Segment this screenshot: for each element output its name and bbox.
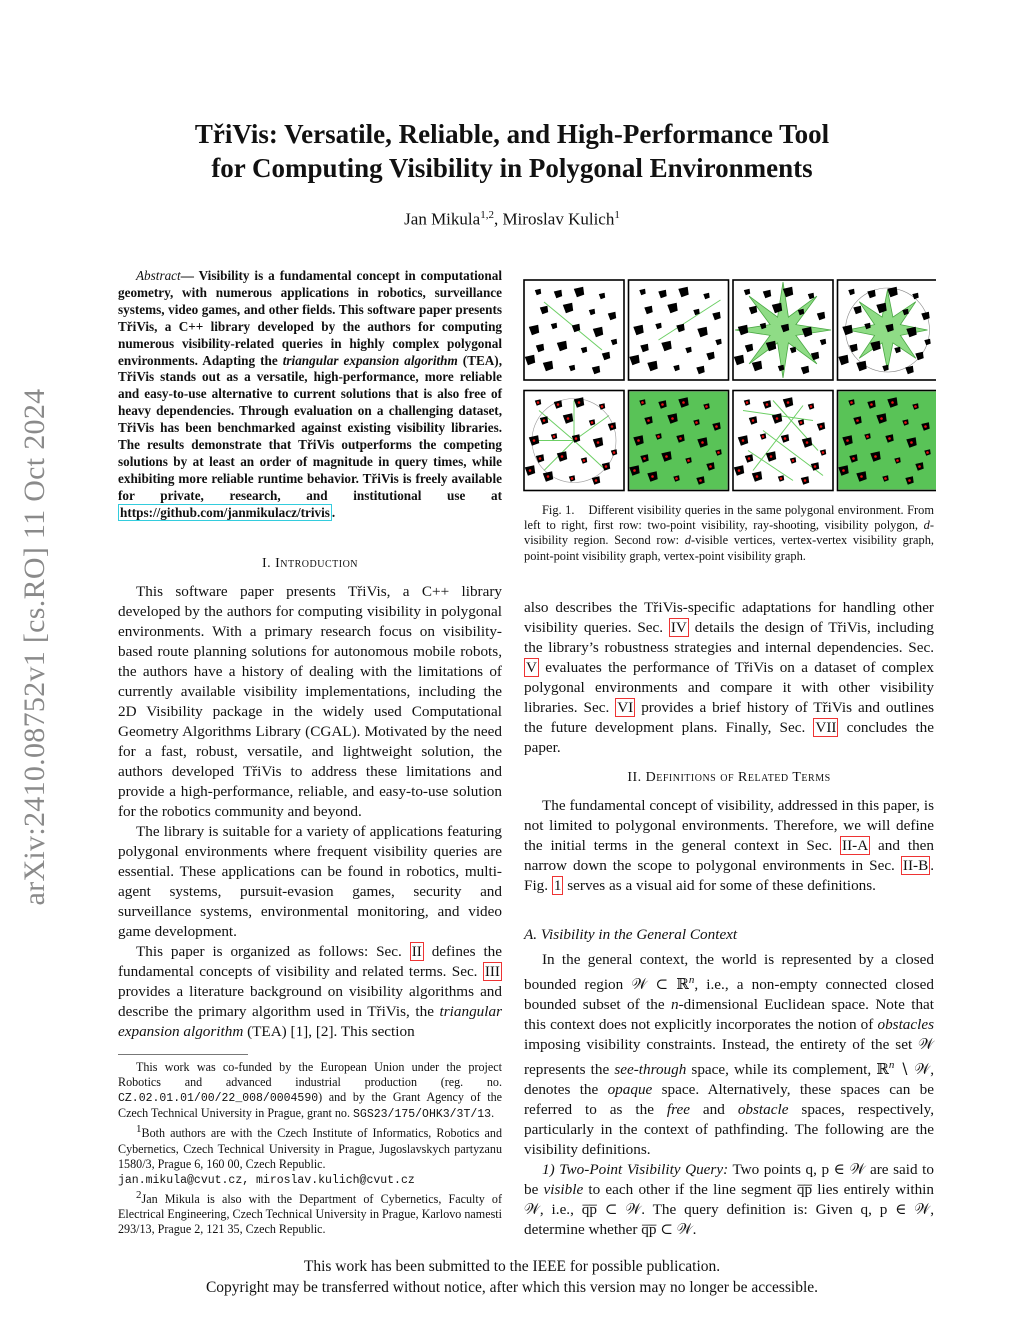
- vertex-marker: [583, 459, 586, 462]
- text: also describes the TřiVis-specific adaptations for handling other visibility queries. Sec.: [524, 599, 934, 636]
- vertex-marker: [553, 435, 556, 438]
- grant-code: CZ.02.01.01/00/22_008/0004590: [118, 1092, 319, 1106]
- vertex-marker: [567, 417, 570, 420]
- paper-title: [100, 117, 924, 185]
- text: -visible vertices, vertex-vertex visibility graph, point-point visibility graph, vertex-point visibility graph.: [524, 533, 934, 563]
- author-separator: ,: [493, 209, 503, 229]
- title-line-2: for Computing Visibility in Polygonal Environments: [211, 153, 813, 183]
- vertex-marker: [820, 425, 823, 428]
- text: ) and by the Grant Agency of the Czech Technical University in Prague, grant no.: [118, 1090, 502, 1121]
- vertex-marker: [561, 455, 564, 458]
- text: d: [684, 533, 691, 548]
- vertex-marker: [792, 459, 795, 462]
- vertex-marker: [908, 479, 911, 482]
- vertex-marker: [595, 479, 598, 482]
- text: triangular expansion algorithm: [118, 1003, 502, 1040]
- vertex-marker: [675, 477, 678, 480]
- vertex-marker: [661, 403, 664, 406]
- text: This work was co-funded by the European Union under the project Robotics and advanced industrial production (reg. no.: [118, 1060, 502, 1090]
- text: provides a literature background on visibility algorithms and describe the primary algorithm used in TřiVis, the: [118, 983, 502, 1020]
- math: n: [888, 1059, 895, 1072]
- section-ref-link[interactable]: IV: [670, 619, 687, 636]
- vertex-marker: [904, 421, 907, 424]
- section-ref-link[interactable]: III: [484, 963, 500, 980]
- notice-line-2: Copyright may be transferred without notice, after which this version may no longer be accessible.: [205, 1279, 819, 1296]
- abstract-label: Abstract: [136, 268, 181, 283]
- figure-panel: [524, 280, 624, 380]
- vertex-marker: [643, 457, 646, 460]
- vertex-marker: [918, 465, 921, 468]
- overview-paragraph: [524, 598, 934, 758]
- text: -visibility region. Second row:: [524, 518, 934, 548]
- intro-paragraph-3: [118, 942, 502, 1042]
- footnote-mark: 1: [136, 1123, 142, 1136]
- section-heading-definitions: [524, 770, 934, 786]
- text: Both authors are with the Czech Institute of Informatics, Robotics and Cybernetics, Czech Technical University in Prague, Jugoslavskych partyzanu 1580/3, Prague 6, 160 00, Czech Republic.: [118, 1126, 502, 1171]
- section-ref-link[interactable]: VII: [815, 719, 837, 736]
- vertex-marker: [746, 401, 749, 404]
- figure-panel: [524, 391, 624, 491]
- intro-paragraph-2: The library is suitable for a variety of applications featuring polygonal environments where frequent visibility queries are essential. These applications can be found in robotics, multi-agent systems, pursuit-evasion games, security and surveillance systems, environmental monitoring, and video game development.: [118, 823, 502, 940]
- vertex-marker: [657, 435, 660, 438]
- text: Different visibility queries in the same polygonal environment. From left to right, first row: two-point visibility, ray-shooting, visibility polygon,: [524, 503, 934, 533]
- figure-panel: [629, 280, 729, 380]
- abstract-italic: triangular expansion algorithm: [282, 352, 458, 368]
- submission-notice: [100, 1256, 924, 1298]
- vertex-marker: [822, 451, 825, 454]
- vertex-marker: [766, 403, 769, 406]
- footnotes: [118, 1060, 502, 1237]
- text: opaque: [607, 1081, 653, 1099]
- text: .: [491, 1106, 495, 1121]
- footnote-mark: 2: [136, 1188, 142, 1201]
- vertex-marker: [705, 405, 708, 408]
- vertex-marker: [870, 403, 873, 406]
- vertex-marker: [752, 419, 755, 422]
- text: , i.e., a non-empty connected closed bounded subset of the: [524, 976, 935, 1014]
- definitions-intro: [524, 796, 934, 896]
- text: obstacle: [737, 1101, 789, 1119]
- figure-panel: [838, 391, 937, 491]
- text: (TEA) [1], [2]. This section: [243, 1023, 415, 1040]
- vertex-marker: [529, 469, 532, 472]
- vertex-marker: [787, 401, 790, 404]
- vertex-marker: [842, 469, 845, 472]
- text: This paper is organized as follows: Sec.: [136, 943, 410, 960]
- section-ref-link[interactable]: II-A: [842, 837, 869, 854]
- math: n: [671, 996, 679, 1014]
- vertex-marker: [533, 439, 536, 442]
- notice-line-1: This work has been submitted to the IEEE for possible publication.: [303, 1258, 721, 1275]
- arxiv-identifier: arXiv:2410.08752v1 [cs.RO] 11 Oct 2024: [18, 388, 51, 906]
- text: provides a brief history of TřiVis and outlines the future development plans. Finally, Sec.: [524, 699, 934, 736]
- section-ref-link[interactable]: II: [411, 943, 422, 960]
- vertex-marker: [914, 405, 917, 408]
- vertex-marker: [651, 475, 654, 478]
- text: visible: [543, 1181, 584, 1199]
- text: ∖ 𝒲, denotes the: [524, 1061, 934, 1099]
- caption-label: Fig. 1.: [542, 503, 575, 517]
- text: obstacles: [877, 1016, 934, 1034]
- author-1: Jan Mikula: [404, 209, 481, 229]
- text: Jan Mikula is also with the Department of Cybernetics, Faculty of Electrical Engineering, Czech Technical University in Prague, Karlovo namesti 293/13, Prague 2, 121 35, Czech Republic.: [118, 1191, 502, 1236]
- vertex-marker: [888, 437, 891, 440]
- vertex-marker: [671, 417, 674, 420]
- section-ref-link[interactable]: VI: [617, 699, 634, 716]
- vertex-marker: [633, 469, 636, 472]
- math: n: [688, 974, 695, 986]
- vertex-marker: [717, 451, 720, 454]
- vertex-marker: [637, 439, 640, 442]
- vertex-marker: [756, 475, 759, 478]
- text: serves as a visual aid for some of these definitions.: [563, 877, 876, 894]
- vertex-marker: [647, 419, 650, 422]
- figure-panel: [838, 280, 937, 380]
- vertex-marker: [748, 457, 751, 460]
- vertex-marker: [896, 459, 899, 462]
- introduction-body: [118, 582, 502, 1042]
- subsection-heading: A. Visibility in the General Context: [524, 926, 738, 943]
- abstract-end: .: [331, 504, 336, 520]
- subsection-body: [524, 950, 934, 1240]
- vertex-marker: [709, 465, 712, 468]
- footnote-1: [118, 1122, 502, 1187]
- vertex-marker: [571, 477, 574, 480]
- vertex-marker: [742, 439, 745, 442]
- text: defines the fundamental concepts of visibility and related terms. Sec.: [118, 943, 502, 980]
- text: The fundamental concept of visibility, addressed in this paper, is not limited to polygonal environments. Therefore, we will define the initial terms in the general context in Sec.: [524, 797, 934, 854]
- vertex-marker: [578, 401, 581, 404]
- section-ref-link[interactable]: II-B: [902, 857, 929, 874]
- vertex-marker: [762, 435, 765, 438]
- figure-panel: [629, 391, 729, 491]
- vertex-marker: [910, 441, 913, 444]
- vertex-marker: [852, 457, 855, 460]
- paragraph-heading: 1) Two-Point Visibility Query:: [542, 1161, 729, 1179]
- text: d: [923, 518, 930, 533]
- vertex-marker: [804, 479, 807, 482]
- text: details the design of TřiVis, including the library’s robustness strategies and internal dependencies. Sec.: [524, 619, 934, 656]
- intro-paragraph-1: This software paper presents TřiVis, a C++ library developed by the authors for computing visibility in polygonal environments. With a primary research focus on visibility-based route planning solutions for autonomous mobile robots, the authors have a history of dealing with the limitations of currently available visibility implementations, including the 2D Visibility package in the widely used Computational Geometry Algorithms Library (CGAL). Motivated by the need for a fast, robust, versatile, and lightweight solution, the authors developed TřiVis to address these limitations and provide a high-performance, reliable, and easy-to-use solution for the robotics community and beyond.: [118, 583, 502, 820]
- vertex-marker: [682, 401, 685, 404]
- text: -dimensional Euclidean space. Note that this context does not explicitly incorporates the notion of: [524, 996, 935, 1034]
- section-ref-link[interactable]: V: [526, 659, 537, 676]
- vertex-marker: [665, 455, 668, 458]
- footnote-divider: [118, 1054, 248, 1055]
- vertex-marker: [776, 417, 779, 420]
- vertex-marker: [701, 441, 704, 444]
- vertex-marker: [557, 403, 560, 406]
- abstract-text-2: (TEA), TřiVis stands out as a versatile, high-performance, more reliable and easy-to-use alternative to current solutions that is also free of heavy dependencies. Through evaluation on a challenging dataset, TřiVis has been benchmarked against existing visibility libraries. The results demonstrate that TřiVis outperforms the competing solutions by at least an order of magnitude in query times, while exhibiting more reliable runtime behavior. TřiVis is freely available for private, research, and institutional use at: [118, 352, 502, 503]
- figure-ref-link[interactable]: 1: [553, 877, 562, 894]
- vertex-marker: [597, 441, 600, 444]
- github-link[interactable]: https://github.com/janmikulacz/trivis: [120, 504, 330, 520]
- vertex-marker: [591, 421, 594, 424]
- text: spaces, respectively, particularly in the context of pathfinding. The following are the visibility definitions.: [524, 1101, 934, 1159]
- text: free: [666, 1101, 690, 1119]
- vertex-marker: [814, 465, 817, 468]
- author-1-affil: 1,2: [480, 209, 494, 221]
- section-title: Introduction: [275, 556, 359, 571]
- abstract: [118, 268, 502, 522]
- vertex-marker: [866, 435, 869, 438]
- general-context-paragraph: [524, 950, 934, 1160]
- text: In the general context, the world is represented by a closed bounded region 𝒲 ⊂ ℝ: [524, 951, 934, 994]
- figure-1-visibility-queries: [522, 278, 936, 494]
- vertex-marker: [547, 475, 550, 478]
- vertex-marker: [850, 401, 853, 404]
- author-2: Miroslav Kulich: [502, 209, 615, 229]
- vertex-marker: [884, 477, 887, 480]
- text: . Fig.: [524, 857, 934, 894]
- title-line-1: TřiVis: Versatile, Reliable, and High-Performance Tool: [194, 119, 830, 149]
- vertex-marker: [926, 451, 929, 454]
- vertex-marker: [856, 419, 859, 422]
- vertex-marker: [575, 437, 578, 440]
- abstract-text: — Visibility is a fundamental concept in computational geometry, with numerous applications in robotics, surveillance systems, video games, and other fields. This software paper presents TřiVis, a C++ library developed by the authors for computing numerous visibility-related queries in highly complex polygonal environments. Adapting the: [118, 268, 502, 368]
- section-number: II.: [627, 770, 646, 785]
- text: space, while its complement, ℝ: [686, 1061, 889, 1079]
- text: and then narrow down the scope to polygonal environments in Sec.: [524, 837, 935, 874]
- vertex-marker: [846, 439, 849, 442]
- figure-panel: [733, 391, 833, 491]
- text: evaluates the performance of TřiVis on a dataset of complex polygonal environments and compare it with other visibility libraries. Sec.: [524, 659, 934, 716]
- vertex-marker: [874, 455, 877, 458]
- vertex-marker: [687, 459, 690, 462]
- section-number: I.: [261, 556, 276, 571]
- grant-code: SGS23/175/OHK3/3T/13: [353, 1108, 492, 1122]
- vertex-marker: [695, 421, 698, 424]
- vertex-marker: [641, 401, 644, 404]
- vertex-marker: [770, 455, 773, 458]
- two-point-visibility-paragraph: [524, 1160, 934, 1240]
- section-overview-continued: [524, 598, 934, 758]
- vertex-marker: [780, 477, 783, 480]
- vertex-marker: [539, 457, 542, 460]
- text: concludes the paper.: [524, 719, 934, 756]
- vertex-marker: [699, 479, 702, 482]
- text: Two points q, p ∈ 𝒲 are said to be: [524, 1161, 934, 1199]
- figure-panel: [733, 280, 833, 380]
- email-links[interactable]: jan.mikula@cvut.cz, miroslav.kulich@cvut.cz: [118, 1173, 415, 1187]
- vertex-marker: [543, 419, 546, 422]
- vertex-marker: [601, 405, 604, 408]
- vertex-marker: [806, 441, 809, 444]
- section-heading-introduction: [118, 556, 502, 572]
- vertex-marker: [715, 425, 718, 428]
- vertex-marker: [860, 475, 863, 478]
- vertex-marker: [924, 425, 927, 428]
- footnote-funding: [118, 1060, 502, 1122]
- text: see-through: [614, 1061, 687, 1079]
- vertex-marker: [880, 417, 883, 420]
- vertex-marker: [605, 465, 608, 468]
- figure-caption: [524, 503, 934, 564]
- vertex-marker: [679, 437, 682, 440]
- author-2-affil: 1: [614, 209, 620, 221]
- text: and: [689, 1101, 738, 1119]
- author-list: [100, 209, 924, 230]
- text: imposing visibility constraints. Instead, the entirety of the set 𝒲 represents the: [524, 1036, 934, 1079]
- vertex-marker: [784, 437, 787, 440]
- vertex-marker: [738, 469, 741, 472]
- vertex-marker: [613, 451, 616, 454]
- vertex-marker: [611, 425, 614, 428]
- text: to each other if the line segment q̅p̅ lies entirely within 𝒲, i.e., q̅p̅ ⊂ 𝒲. The query definition is: Given q, p ∈ 𝒲, determine whether q̅p̅ ⊂ 𝒲.: [524, 1181, 934, 1239]
- definitions-paragraph: [524, 796, 934, 896]
- vertex-marker: [810, 405, 813, 408]
- footnote-2: [118, 1188, 502, 1237]
- vertex-marker: [537, 401, 540, 404]
- vertex-marker: [891, 401, 894, 404]
- vertex-marker: [800, 421, 803, 424]
- text: space. Alternatively, these spaces can be referred to as the: [524, 1081, 934, 1119]
- section-title: Definitions of Related Terms: [645, 770, 831, 785]
